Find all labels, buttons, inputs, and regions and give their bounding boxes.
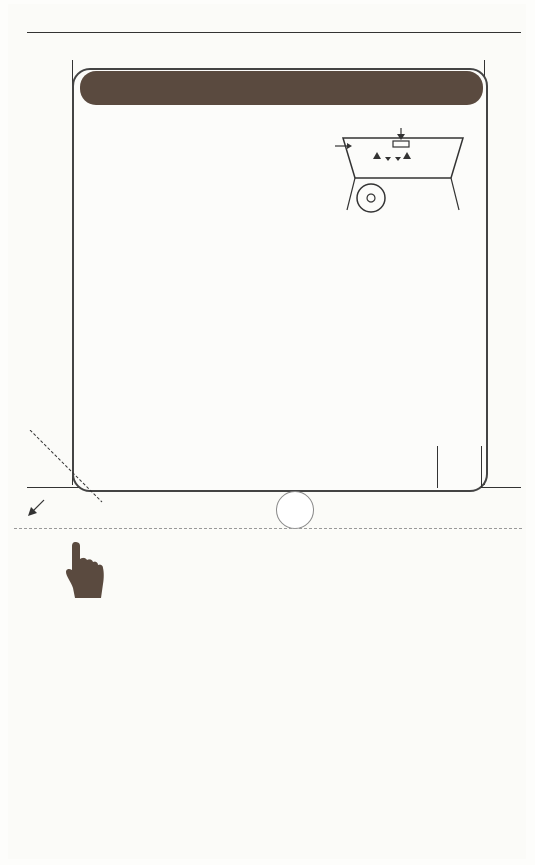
- grid-line: [27, 32, 521, 33]
- title-banner: [80, 71, 483, 105]
- grid-line: [481, 446, 482, 488]
- windscreen-diagram-icon: [333, 110, 473, 220]
- hand-pointer-icon: [65, 540, 107, 602]
- grid-line: [437, 446, 438, 488]
- peel-corner-marker: [22, 430, 112, 525]
- punch-hole: [276, 491, 314, 529]
- barcode: [108, 740, 426, 806]
- perforation-line: [14, 528, 522, 529]
